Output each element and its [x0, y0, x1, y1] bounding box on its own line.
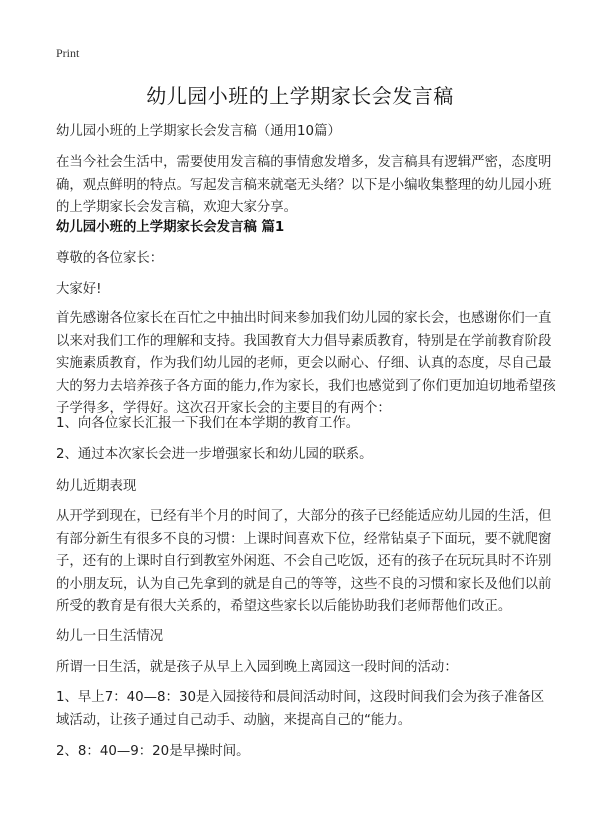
daily-item-1: 1、早上7：40—8：30是入园接待和晨间活动时间，这段时间我们会为孩子准备区域活动，让孩子通过自己动手、动脑，来提高自己的“能力。: [56, 690, 545, 728]
daily-intro: 所谓一日生活，就是孩子从早上入园到晚上离园这一段时间的活动：: [56, 660, 458, 675]
paragraph-2: 从开学到现在，已经有半个月的时间了，大部分的孩子已经能适应幼儿园的生活，但有部分新生有很多不良的习惯：上课时间喜欢下位，经常钻桌子下面玩，要不就爬窗子，还有的上课时自行到教室外闲逛、不会自己吃饭，还有的孩子在玩玩具时不许别的小朋友玩，认为自己先拿到的就是自己的等等，这些不良的习惯和家长及他们以前所受的教育是有很大关系的，希望这些家长以后能协助我们老师帮他们改正。: [56, 509, 552, 614]
daily-heading: 幼儿一日生活情况: [56, 629, 164, 644]
daily-item-2: 2、8：40—9：20是早操时间。: [56, 744, 250, 759]
hello: 大家好!: [56, 282, 102, 297]
recent-heading: 幼儿近期表现: [56, 479, 137, 494]
greeting: 尊敬的各位家长：: [56, 251, 164, 266]
page-title: 幼儿园小班的上学期家长会发言稿: [146, 84, 454, 108]
subtitle: 幼儿园小班的上学期家长会发言稿（通用10篇）: [56, 124, 341, 139]
list-item-2: 2、通过本次家长会进一步增强家长和幼儿园的联系。: [56, 447, 373, 462]
print-link[interactable]: Print: [56, 46, 80, 60]
paragraph-1: 首先感谢各位家长在百忙之中抽出时间来参加我们幼儿园的家长会，也感谢你们一直以来对我们工作的理解和支持。我国教育大力倡导素质教育，特别是在学前教育阶段实施素质教育，作为我们幼儿园的老师，更会以耐心、仔细、认真的态度，尽自己最大的努力去培养孩子各方面的能力,作为家长，我们也感觉到了你们更加迫切地希望孩子学得多，学得好。这次召开家长会的主要目的有两个：: [56, 311, 556, 416]
intro-paragraph: 在当今社会生活中，需要使用发言稿的事情愈发增多，发言稿具有逻辑严密，态度明确，观点鲜明的特点。写起发言稿来就毫无头绪？以下是小编收集整理的幼儿园小班的上学期家长会发言稿，欢迎大家分享。: [56, 155, 552, 215]
section-heading: 幼儿园小班的上学期家长会发言稿 篇1: [56, 220, 285, 235]
list-item-1: 1、向各位家长汇报一下我们在本学期的教育工作。: [56, 416, 360, 431]
